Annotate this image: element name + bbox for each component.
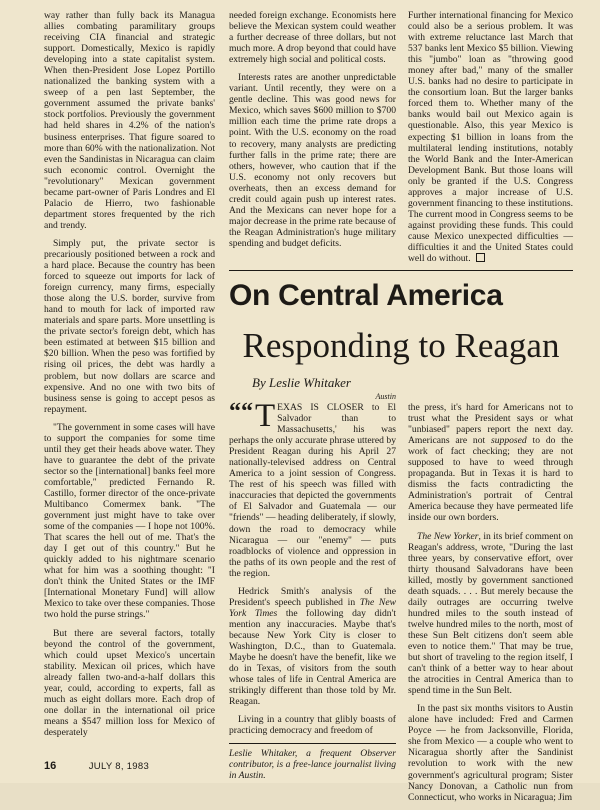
end-mark-icon bbox=[476, 253, 485, 262]
paragraph: Hedrick Smith's analysis of the President's speech published in The New York Times the following day didn't mention any inaccuracies. Maybe that's because New York City is closer to Washington, D.C., than to Guatemala. Maybe he doesn't have the benefit, like we do in Texas, of visitors from the south whose tales of life in Central America are strikingly different than those told by Mr. Reagan. bbox=[229, 585, 396, 708]
article-dateline: Austin bbox=[375, 392, 396, 401]
paragraph: Simply put, the private sector is precariously positioned between a rock and a hard place. Because the country has been forced to squeeze out imports for lack of foreign currency, many firms, especially those along the U.S. border, survive from hand to mouth for lack of imported raw materials and spare parts. More unsettling is the private sector's foreign debt, which has been estimated at between $15 billion and $20 billion. When the peso was fortified by rising oil prices, the debt was hardly a problem, but now dollars are scarce and expensive. And no one with two bits of business sense is going to accept pesos as repayment. bbox=[44, 237, 215, 415]
paragraph bbox=[408, 10, 573, 264]
publication-name: The New Yorker bbox=[417, 530, 479, 542]
paragraph-text: Further international financing for Mexico could also be a serious problem. It was with extreme reluctance last March that 537 banks lent Mexico $5 billion. Viewing this "jumbo" loan as "throwing good money after bad," many of the smaller U.S. banks had no desire to participate in the consortium loan. But the larger banks forced them to. Whether many of the banks would bail out Mexico again is questionable. Also, this year Mexico is expecting $1 billion in loans from the multilateral lending institutions, notably the World Bank and the Inter-American Development Bank. But those loans will only be granted if the U.S. Congress approves a major increase of U.S. government financing to these institutions. The current mood in Congress seems to be against providing these funds. This could cause Mexico unexpected difficulties — difficulties it and the United States could well do without. bbox=[408, 10, 573, 265]
emphasis: supposed bbox=[491, 435, 527, 447]
section-header bbox=[229, 270, 573, 313]
bio-divider bbox=[229, 743, 396, 744]
lead-text: EXAS IS CLOSER to El Salvador than to Massachusetts,' his was perhaps the only accurate phrase uttered by President Reagan during his April 27 nationally-televised address on Central America to a joint session of Congress. The rest of his speech was filled with inaccuracies that depicted the governments of El Salvador and Guatemala — our "friends" — heading deliberately, if slowly, down the road to democracy while Nicaragua — our "enemy" — puts roadblocks of violence and oppression in the paths of its own people and the rest of the region. bbox=[229, 402, 396, 579]
drop-cap: T bbox=[255, 398, 276, 434]
paragraph: "The government in some cases will have to support the companies for some time until they get their heads above water. They have to guarantee the debt of the private sector so the [international] banks feel more comfortable," predicted Fernando R. Castillo, former director of the once-private Multibanco Comermex bank. "The government just might have to take over some of the companies — I hope not 100%. That scares the hell out of me. That's the day I get out of this country." But he quickly added to his nightmare scenario what for him was a soothing thought: "I don't think the United States or the IMF [International Monetary Fund] will allow Mexico to take over these companies. Those two hold the purse strings." bbox=[44, 421, 215, 621]
article-byline: By Leslie Whitaker bbox=[252, 375, 351, 390]
section-title: On Central America bbox=[229, 279, 503, 312]
paragraph: needed foreign exchange. Economists here believe the Mexican system could weather a further decrease of three dollars, but not much more. A drop beyond that could have extremely high social and political costs. bbox=[229, 10, 396, 66]
column-2 bbox=[229, 10, 396, 256]
column-1 bbox=[44, 10, 215, 745]
paragraph: In the past six months visitors to Austin alone have included: Fred and Carmen Poyce — he from Jacksonville, Florida, she from Mexico — a couple who went to Nicaragua shortly after the Sandinist revolution to work with the new government's agricultural program; Sister Nancy Donovan, a Catholic nun from Connecticut, who works in Nicaragua; Jim bbox=[408, 703, 573, 803]
paragraph: way rather than fully back its Managua allies combating paramilitary groups receiving CIA financial and strategic support. Domestically, Mexico is rapidly developing into a state capitalist system. When then-President Jose Lopez Portillo nationalized the banking system with a sweep of a pen last September, the government assumed the private banks' stock portfolios. Previously the government had held shares in 4.2% of the nation's business enterprises. That figure soared to more than 60% with the nationalization. Not even the Sandinistas in Nicaragua can claim such economic control. Overnight the "revolutionary" Mexican government became part-owner of Paris Londres and El Palacio de Hierro, two fashionable department stores frequented by the rich and trendy. bbox=[44, 10, 215, 231]
quote-mark-icon: ““ bbox=[229, 399, 253, 425]
paragraph: Interests rates are another unpredictable variant. Until recently, they were on a gentle decline. This was good news for Mexico, which saves $600 million to $700 million each time the prime rate drops a point. With the U.S. economy on the road to recovery, many analysts are predicting further falls in the prime rate; there are others, however, who caution that if the U.S. economy not only recovers but overheats, then an excess demand for credit could again push up interest rates. And the Mexicans can never hope for a major decrease in the prime rate because of the Reagan Administration's huge military spending and budget deficits. bbox=[229, 72, 396, 249]
lead-paragraph bbox=[229, 398, 396, 579]
issue-date: JULY 8, 1983 bbox=[88, 761, 150, 772]
publication-name: The New York Times bbox=[229, 596, 396, 619]
paragraph: The New Yorker, in its brief comment on Reagan's address, wrote, "During the last three years, by conservative effort, over thirty thousand Salvadorans have been killed, mostly by government sanctioned death squads. . . . But merely because the daily outrages are occurring twelve hundred miles to the south instead of twelve hundred miles to the north, most of these Sun Belt citizens don't seem able even to notice them." That may be true, but short of traveling to the region itself, I can't think of a better way to hear about the atrocities in Central America than to spend time in the Sun Belt. bbox=[408, 530, 574, 697]
article-headline: Responding to Reagan bbox=[242, 326, 560, 365]
page-number: 16 bbox=[44, 760, 57, 772]
paragraph: the press, it's hard for Americans not to trust what the President says or what "unbiased" papers report the next day. Americans are not supposed to do the work of fact checking; they are not supposed to have to weed through propaganda. But in Texas it is hard to dismiss the facts contradicting the Administration's portrait of Central America because they have permeated life inside our own borders. bbox=[408, 402, 573, 524]
paragraph: Living in a country that glibly boasts of practicing democracy and freedom of bbox=[229, 714, 396, 737]
author-bio: Leslie Whitaker, a frequent Observer contributor, is a free-lance journalist living in Austin. bbox=[229, 748, 396, 782]
page-footer bbox=[44, 760, 573, 772]
column-3 bbox=[408, 10, 573, 271]
paragraph: But there are several factors, totally beyond the control of the government, which could upset Mexico's uncertain stability. Mexican oil prices, which have already fallen two-and-a-half dollars this year, could, according to experts, fall as much as eight dollars more. Each drop of one dollar in the international oil price means a $547 million loss for Mexico of desperately bbox=[44, 627, 215, 738]
article-column-1 bbox=[229, 398, 396, 789]
article-column-2 bbox=[408, 402, 573, 810]
